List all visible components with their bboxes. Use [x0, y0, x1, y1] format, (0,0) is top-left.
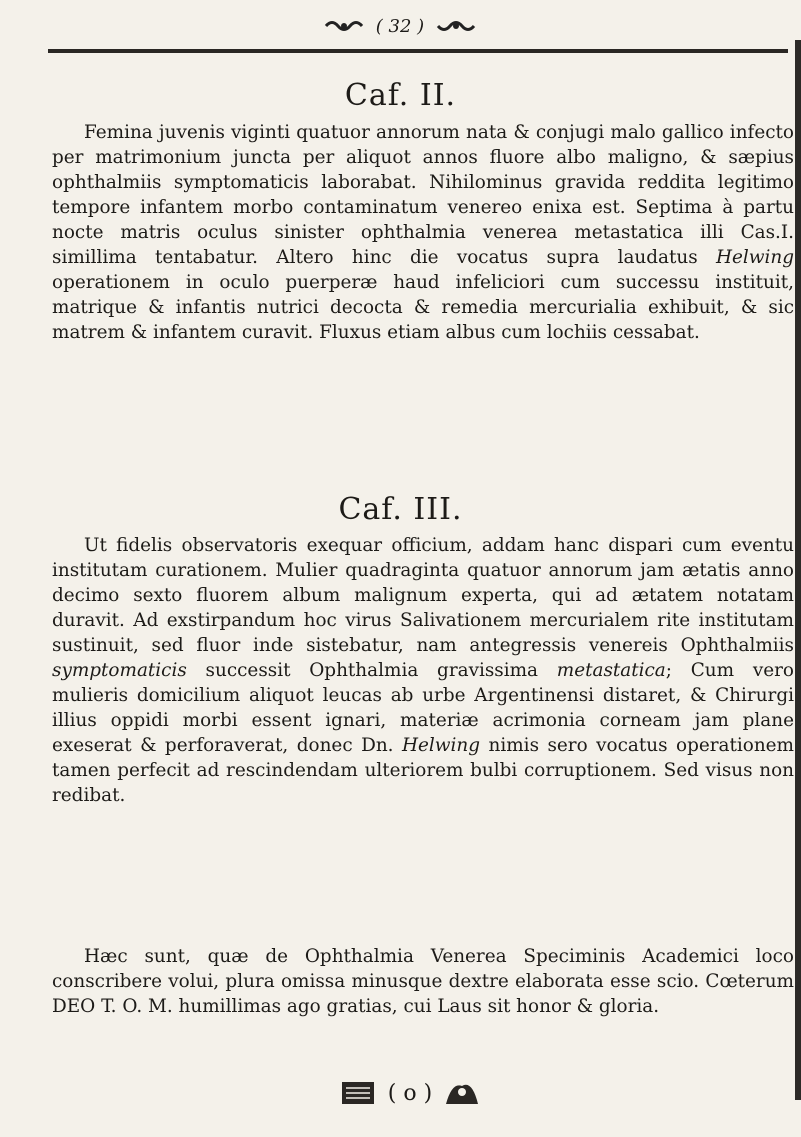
footer-ornament — [300, 1070, 520, 1116]
page-edge-shadow — [795, 40, 801, 1100]
footer-mark: ( o ) — [387, 1080, 433, 1106]
case-2-paragraph: Femina juvenis viginti quatuor annorum nata & conjugi malo gallico infecto per matrimonium juncta per aliquot annos fluore albo maligno, & sæpius ophthalmiis symptomaticis laborabat. Nihilominus gravida reddita legitimo tempore infantem morbo contaminatum venereo enixa est. Septima à partu nocte matris oculus sinister ophthalmia venerea metastatica illi Cas.I. simillima tentabatur. Altero hinc die vocatus supra laudatus Helwing operationem in oculo puerperæ haud infeliciori cum successu instituit, matrique & infantis nutrici decocta & remedia mercurialia exhibuit, & sic matrem & infantem curavit. Fluxus etiam albus cum lochiis cessabat. — [52, 122, 794, 343]
case-3-heading: Caf. III. — [338, 492, 463, 527]
flourish-right-icon — [442, 1076, 482, 1110]
case-3-paragraph: Ut fidelis observatoris exequar officium, addam hanc dispari cum eventu institutam curationem. Mulier quadraginta quatuor annorum jam ætatis anno decimo sexto fluorem album malignum experta, qui ad ætatem notatam duravit. Ad exstirpandum hoc virus Salivationem mercurialem rite institutam sustinuit, sed fluor inde sistebatur, nam antegressis venereis Ophthalmiis symptomaticis successit Ophthalmia gravissima metastatica; Cum vero mulieris domicilium aliquot leucas ab urbe Argentinensi distaret, & Chirurgi illius oppidi morbi essent ignari, materiæ acrimonia corneam jam plane exeserat & perforaverat, donec Dn. Helwing nimis sero vocatus operationem tamen perfecit ad rescindendam ulteriorem bulbi corruptionem. Sed visus non redibat. — [52, 535, 794, 806]
flourish-left-icon — [338, 1076, 378, 1110]
header-rule — [48, 49, 788, 53]
left-ornament-icon — [324, 17, 364, 35]
closing-paragraph: Hæc sunt, quæ de Ophthalmia Venerea Speciminis Academici loco conscribere volui, plura omissa minusque dextre elaborata esse scio. Cœterum DEO T. O. M. humillimas ago gratias, cui Laus sit honor & gloria. — [52, 946, 794, 1017]
page-number: ( 32 ) — [375, 15, 425, 37]
page-header — [250, 6, 550, 46]
author-name: Helwing — [402, 735, 481, 756]
right-ornament-icon — [436, 17, 476, 35]
author-name: Helwing — [715, 247, 794, 268]
case-2-heading: Caf. II. — [344, 78, 457, 113]
